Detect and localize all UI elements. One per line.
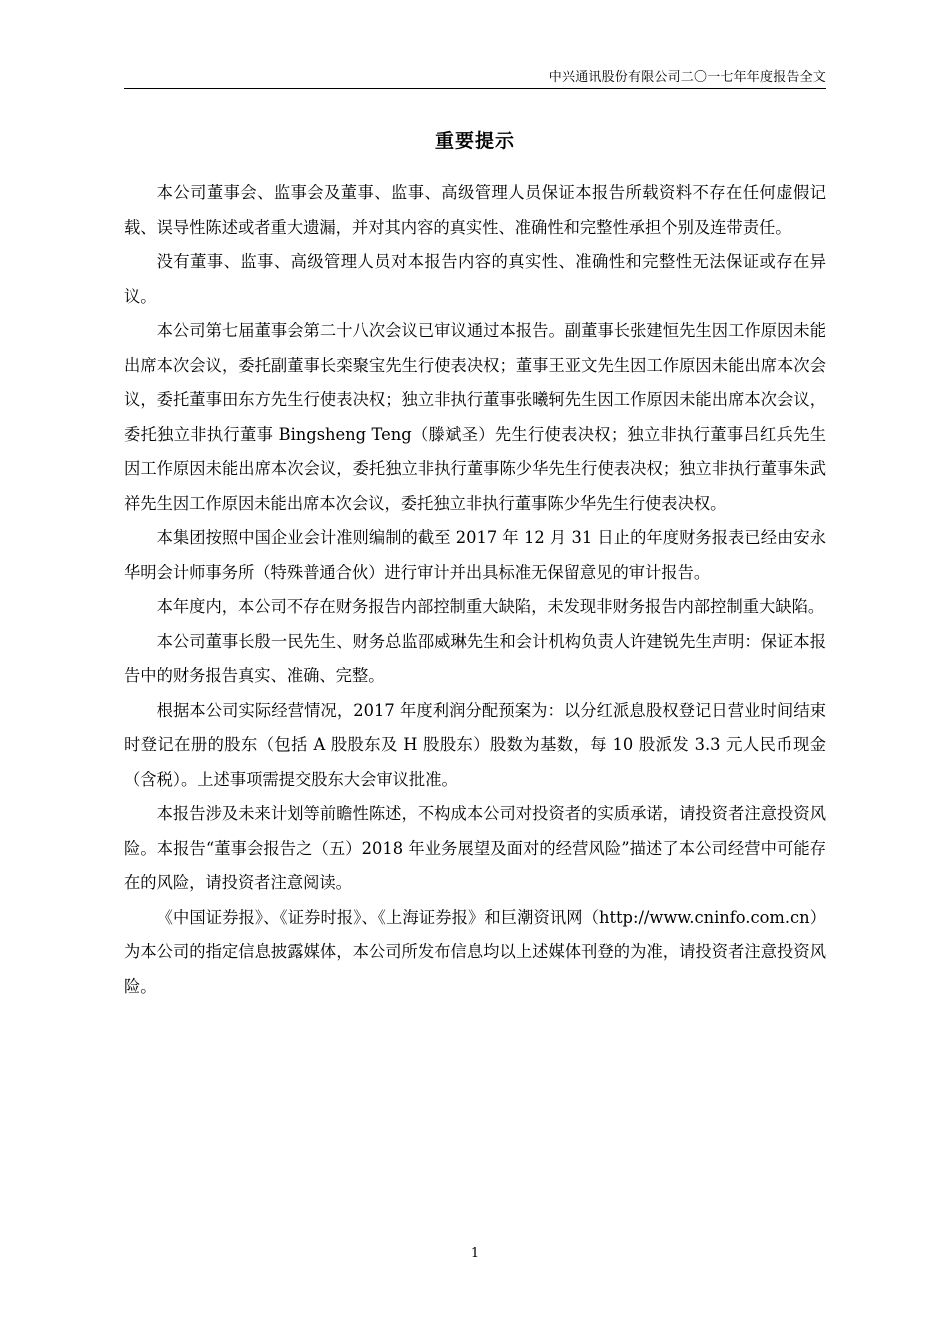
paragraph-disclosure-media: 《中国证券报》、《证券时报》、《上海证券报》和巨潮资讯网（http://www.cninfo.com.cn）为本公司的指定信息披露媒体，本公司所发布信息均以上述媒体刊登的为准，请投资者注意投资风险。 (124, 907, 826, 996)
paragraph-forward-looking: 本报告涉及未来计划等前瞻性陈述，不构成本公司对投资者的实质承诺，请投资者注意投资风险。本报告“董事会报告之（五）2018 年业务展望及面对的经营风险”描述了本公司经营中可能存在的风险，请投资者注意阅读。 (124, 804, 826, 892)
document-body (124, 176, 826, 1004)
paragraph-audit-report: 本集团按照中国企业会计准则编制的截至 2017 年 12 月 31 日止的年度财务报表已经由安永华明会计师事务所（特殊普通合伙）进行审计并出具标准无保留意见的审计报告。 (124, 528, 826, 582)
paragraph-management-declaration: 本公司董事长殷一民先生、财务总监邵威琳先生和会计机构负责人许建锐先生声明：保证本报告中的财务报告真实、准确、完整。 (124, 631, 826, 685)
report-header-title: 中兴通讯股份有限公司二〇一七年年度报告全文 (548, 70, 826, 85)
page-title: 重要提示 (434, 130, 515, 152)
paragraph-board-meeting: 本公司第七届董事会第二十八次会议已审议通过本报告。副董事长张建恒先生因工作原因未能出席本次会议，委托副董事长栾聚宝先生行使表决权；董事王亚文先生因工作原因未能出席本次会议，委托董事田东方先生行使表决权；独立非执行董事张曦轲先生因工作原因未能出席本次会议，委托独立非执行董事 Bingsheng Teng（滕斌圣）先生行使表决权；独立非执行董事吕红兵先生因工作原因未能出席本次会议，委托独立非执行董事陈少华先生行使表决权；独立非执行董事朱武祥先生因工作原因未能出席本次会议，委托独立非执行董事陈少华先生行使表决权。 (124, 321, 826, 513)
paragraph-internal-control: 本年度内，本公司不存在财务报告内部控制重大缺陷，未发现非财务报告内部控制重大缺陷。 (156, 597, 825, 616)
page-number: 1 (470, 1246, 480, 1261)
page-header (124, 62, 826, 89)
paragraph-responsibility-statement: 本公司董事会、监事会及董事、监事、高级管理人员保证本报告所载资料不存在任何虚假记载、误导性陈述或者重大遗漏，并对其内容的真实性、准确性和完整性承担个别及连带责任。 (124, 183, 826, 237)
paragraph-no-objection: 没有董事、监事、高级管理人员对本报告内容的真实性、准确性和完整性无法保证或存在异议。 (124, 252, 826, 306)
paragraph-profit-distribution: 根据本公司实际经营情况，2017 年度利润分配预案为：以分红派息股权登记日营业时间结束时登记在册的股东（包括 A 股股东及 H 股股东）股数为基数，每 10 股派发 3.3 元人民币现金（含税）。上述事项需提交股东大会审议批准。 (124, 700, 826, 789)
